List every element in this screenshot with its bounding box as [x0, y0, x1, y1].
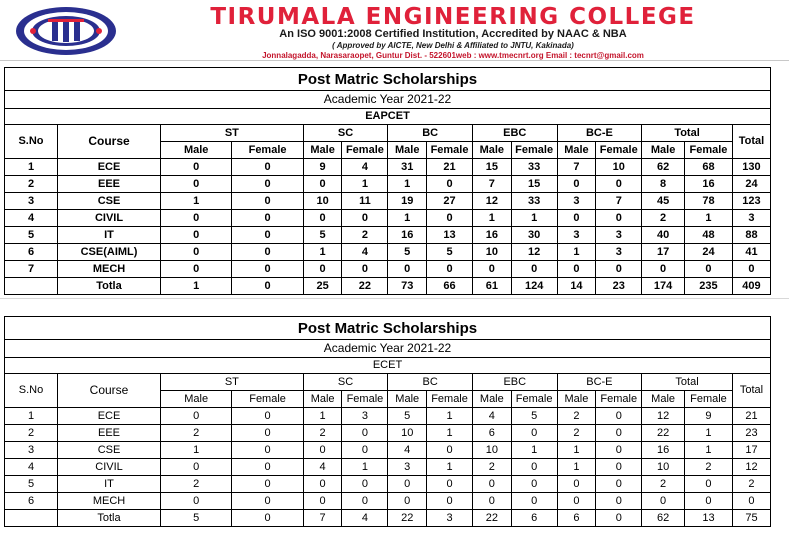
grand-total-header: Total — [732, 374, 770, 408]
value-cell: 2 — [472, 459, 511, 476]
female-subheader: Female — [511, 142, 557, 159]
value-cell: 0 — [472, 493, 511, 510]
sheet-gap — [0, 298, 789, 317]
sno-cell: 4 — [5, 459, 58, 476]
value-cell: 66 — [427, 278, 473, 295]
value-cell: 3 — [557, 193, 596, 210]
male-subheader: Male — [303, 391, 342, 408]
value-cell: 17 — [642, 244, 685, 261]
course-cell: ECE — [58, 408, 161, 425]
value-cell: 0 — [161, 244, 232, 261]
value-cell: 24 — [685, 244, 733, 261]
value-cell: 0 — [232, 227, 303, 244]
value-cell: 11 — [342, 193, 388, 210]
value-cell: 0 — [596, 176, 642, 193]
value-cell: 0 — [642, 261, 685, 278]
value-cell: 0 — [161, 227, 232, 244]
value-cell: 73 — [388, 278, 427, 295]
value-cell: 7 — [472, 176, 511, 193]
value-cell: 78 — [685, 193, 733, 210]
value-cell: 1 — [685, 442, 733, 459]
value-cell: 0 — [388, 261, 427, 278]
sno-header: S.No — [5, 374, 58, 408]
value-cell: 0 — [685, 493, 733, 510]
affiliation-line: ( Approved by AICTE, New Delhi & Affiliated to JNTU, Kakinada) — [332, 41, 574, 50]
value-cell: 45 — [642, 193, 685, 210]
value-cell: 0 — [557, 493, 596, 510]
course-cell: CIVIL — [58, 210, 161, 227]
sno-cell: 5 — [5, 476, 58, 493]
value-cell: 0 — [596, 493, 642, 510]
value-cell: 1 — [557, 442, 596, 459]
value-cell: 14 — [557, 278, 596, 295]
male-subheader: Male — [557, 142, 596, 159]
course-cell: MECH — [58, 493, 161, 510]
value-cell: 0 — [427, 261, 473, 278]
value-cell: 0 — [232, 408, 303, 425]
group-header-bce: BC-E — [557, 125, 642, 142]
value-cell: 0 — [342, 442, 388, 459]
table-row — [5, 210, 771, 227]
course-cell: CSE(AIML) — [58, 244, 161, 261]
academic-year: Academic Year 2021-22 — [5, 340, 771, 358]
college-name: TIRUMALA ENGINEERING COLLEGE — [210, 4, 696, 30]
sno-cell — [5, 510, 58, 527]
value-cell: 0 — [557, 261, 596, 278]
value-cell: 0 — [427, 210, 473, 227]
value-cell: 0 — [342, 425, 388, 442]
value-cell: 7 — [596, 193, 642, 210]
course-cell: CSE — [58, 193, 161, 210]
value-cell: 0 — [596, 442, 642, 459]
value-cell: 7 — [557, 159, 596, 176]
value-cell: 0 — [303, 261, 342, 278]
value-cell: 1 — [427, 425, 473, 442]
value-cell: 0 — [342, 476, 388, 493]
value-cell: 9 — [685, 408, 733, 425]
value-cell: 0 — [472, 261, 511, 278]
value-cell: 3 — [732, 210, 770, 227]
value-cell: 40 — [642, 227, 685, 244]
sno-cell — [5, 278, 58, 295]
value-cell: 16 — [685, 176, 733, 193]
table-row — [5, 227, 771, 244]
value-cell: 0 — [161, 159, 232, 176]
value-cell: 3 — [427, 510, 473, 527]
value-cell: 22 — [342, 278, 388, 295]
exam-name: EAPCET — [5, 109, 771, 125]
table-row — [5, 408, 771, 425]
value-cell: 5 — [303, 227, 342, 244]
value-cell: 48 — [685, 227, 733, 244]
value-cell: 1 — [511, 210, 557, 227]
value-cell: 6 — [511, 510, 557, 527]
female-subheader: Female — [685, 142, 733, 159]
course-cell: CIVIL — [58, 459, 161, 476]
value-cell: 174 — [642, 278, 685, 295]
value-cell: 0 — [232, 459, 303, 476]
table-row — [5, 261, 771, 278]
value-cell: 0 — [232, 193, 303, 210]
value-cell: 0 — [232, 442, 303, 459]
group-header-sc: SC — [303, 125, 388, 142]
value-cell: 0 — [472, 476, 511, 493]
value-cell: 22 — [642, 425, 685, 442]
table-row — [5, 442, 771, 459]
sno-header: S.No — [5, 125, 58, 159]
sno-cell: 4 — [5, 210, 58, 227]
female-subheader: Female — [596, 391, 642, 408]
value-cell: 0 — [596, 510, 642, 527]
male-subheader: Male — [557, 391, 596, 408]
value-cell: 22 — [388, 510, 427, 527]
value-cell: 16 — [472, 227, 511, 244]
value-cell: 0 — [596, 261, 642, 278]
eapcet-table — [4, 67, 771, 295]
value-cell: 0 — [557, 176, 596, 193]
value-cell: 1 — [427, 408, 473, 425]
value-cell: 0 — [342, 210, 388, 227]
address-line: Jonnalagadda, Narasaraopet, Guntur Dist. - 522601web : www.tmecnrt.org Email : tecnrt@gmail.com — [262, 51, 644, 60]
table-row — [5, 493, 771, 510]
value-cell: 10 — [642, 459, 685, 476]
value-cell: 5 — [427, 244, 473, 261]
value-cell: 1 — [685, 425, 733, 442]
value-cell: 33 — [511, 159, 557, 176]
course-cell: EEE — [58, 176, 161, 193]
value-cell: 0 — [732, 261, 770, 278]
table-row — [5, 193, 771, 210]
value-cell: 0 — [303, 210, 342, 227]
value-cell: 13 — [685, 510, 733, 527]
value-cell: 0 — [642, 493, 685, 510]
male-subheader: Male — [161, 142, 232, 159]
sno-cell: 6 — [5, 244, 58, 261]
value-cell: 0 — [161, 459, 232, 476]
female-subheader: Female — [427, 391, 473, 408]
accreditation-line: An ISO 9001:2008 Certified Institution, Accredited by NAAC & NBA — [279, 28, 627, 40]
value-cell: 88 — [732, 227, 770, 244]
value-cell: 0 — [427, 176, 473, 193]
course-cell: EEE — [58, 425, 161, 442]
value-cell: 0 — [232, 210, 303, 227]
value-cell: 13 — [427, 227, 473, 244]
sno-cell: 3 — [5, 193, 58, 210]
table-row — [5, 244, 771, 261]
value-cell: 15 — [511, 176, 557, 193]
value-cell: 23 — [596, 278, 642, 295]
value-cell: 10 — [303, 193, 342, 210]
value-cell: 1 — [472, 210, 511, 227]
value-cell: 10 — [472, 244, 511, 261]
value-cell: 4 — [342, 159, 388, 176]
female-subheader: Female — [342, 391, 388, 408]
sno-cell: 3 — [5, 442, 58, 459]
value-cell: 75 — [732, 510, 770, 527]
value-cell: 0 — [232, 425, 303, 442]
value-cell: 0 — [161, 210, 232, 227]
college-logo — [14, 5, 118, 57]
value-cell: 17 — [732, 442, 770, 459]
grand-total-header: Total — [732, 125, 770, 159]
value-cell: 0 — [427, 476, 473, 493]
value-cell: 6 — [557, 510, 596, 527]
value-cell: 2 — [557, 408, 596, 425]
value-cell: 0 — [303, 476, 342, 493]
value-cell: 0 — [161, 408, 232, 425]
value-cell: 130 — [732, 159, 770, 176]
sno-cell: 2 — [5, 425, 58, 442]
value-cell: 3 — [557, 227, 596, 244]
course-cell: Totla — [58, 278, 161, 295]
value-cell: 0 — [388, 493, 427, 510]
group-header-bc: BC — [388, 374, 473, 391]
value-cell: 0 — [427, 442, 473, 459]
value-cell: 10 — [472, 442, 511, 459]
value-cell: 0 — [232, 261, 303, 278]
female-subheader: Female — [427, 142, 473, 159]
value-cell: 21 — [427, 159, 473, 176]
group-header-bce: BC-E — [557, 374, 642, 391]
value-cell: 0 — [161, 493, 232, 510]
value-cell: 10 — [388, 425, 427, 442]
value-cell: 31 — [388, 159, 427, 176]
group-header-ebc: EBC — [472, 125, 557, 142]
female-subheader: Female — [511, 391, 557, 408]
value-cell: 0 — [596, 476, 642, 493]
value-cell: 1 — [388, 176, 427, 193]
value-cell: 1 — [388, 210, 427, 227]
male-subheader: Male — [303, 142, 342, 159]
value-cell: 2 — [557, 425, 596, 442]
male-subheader: Male — [642, 142, 685, 159]
group-header-bc: BC — [388, 125, 473, 142]
value-cell: 62 — [642, 510, 685, 527]
table-row — [5, 176, 771, 193]
value-cell: 1 — [427, 459, 473, 476]
value-cell: 0 — [303, 493, 342, 510]
value-cell: 62 — [642, 159, 685, 176]
male-subheader: Male — [472, 142, 511, 159]
table-row — [5, 476, 771, 493]
sno-cell: 1 — [5, 408, 58, 425]
male-subheader: Male — [472, 391, 511, 408]
value-cell: 2 — [161, 476, 232, 493]
value-cell: 0 — [685, 476, 733, 493]
sno-cell: 6 — [5, 493, 58, 510]
course-cell: MECH — [58, 261, 161, 278]
value-cell: 6 — [472, 425, 511, 442]
exam-name: ECET — [5, 358, 771, 374]
value-cell: 0 — [232, 176, 303, 193]
total-row — [5, 510, 771, 527]
value-cell: 5 — [388, 244, 427, 261]
male-subheader: Male — [642, 391, 685, 408]
table-row — [5, 459, 771, 476]
value-cell: 0 — [511, 261, 557, 278]
value-cell: 0 — [161, 261, 232, 278]
table-title: Post Matric Scholarships — [5, 68, 771, 91]
value-cell: 4 — [342, 510, 388, 527]
course-cell: IT — [58, 476, 161, 493]
female-subheader: Female — [232, 391, 303, 408]
group-header-total: Total — [642, 125, 733, 142]
value-cell: 0 — [557, 476, 596, 493]
value-cell: 1 — [303, 408, 342, 425]
group-header-total: Total — [642, 374, 733, 391]
course-header: Course — [58, 125, 161, 159]
value-cell: 1 — [557, 459, 596, 476]
value-cell: 2 — [342, 227, 388, 244]
academic-year: Academic Year 2021-22 — [5, 91, 771, 109]
value-cell: 0 — [232, 510, 303, 527]
group-header-st: ST — [161, 374, 304, 391]
value-cell: 27 — [427, 193, 473, 210]
female-subheader: Female — [685, 391, 733, 408]
college-header — [0, 0, 789, 60]
value-cell: 1 — [342, 459, 388, 476]
table-row — [5, 425, 771, 442]
value-cell: 3 — [596, 227, 642, 244]
value-cell: 2 — [685, 459, 733, 476]
value-cell: 0 — [232, 244, 303, 261]
value-cell: 0 — [232, 476, 303, 493]
course-cell: IT — [58, 227, 161, 244]
group-header-sc: SC — [303, 374, 388, 391]
value-cell: 0 — [342, 493, 388, 510]
course-cell: ECE — [58, 159, 161, 176]
value-cell: 16 — [388, 227, 427, 244]
value-cell: 33 — [511, 193, 557, 210]
value-cell: 4 — [342, 244, 388, 261]
value-cell: 41 — [732, 244, 770, 261]
value-cell: 0 — [596, 425, 642, 442]
male-subheader: Male — [388, 142, 427, 159]
value-cell: 0 — [511, 425, 557, 442]
value-cell: 2 — [732, 476, 770, 493]
ecet-table — [4, 316, 771, 527]
value-cell: 0 — [732, 493, 770, 510]
value-cell: 1 — [161, 278, 232, 295]
group-header-ebc: EBC — [472, 374, 557, 391]
value-cell: 2 — [642, 210, 685, 227]
value-cell: 235 — [685, 278, 733, 295]
value-cell: 0 — [303, 176, 342, 193]
value-cell: 2 — [161, 425, 232, 442]
value-cell: 0 — [511, 493, 557, 510]
value-cell: 0 — [596, 408, 642, 425]
value-cell: 0 — [388, 476, 427, 493]
course-cell: Totla — [58, 510, 161, 527]
value-cell: 16 — [642, 442, 685, 459]
value-cell: 24 — [732, 176, 770, 193]
female-subheader: Female — [342, 142, 388, 159]
value-cell: 0 — [427, 493, 473, 510]
value-cell: 2 — [303, 425, 342, 442]
value-cell: 15 — [472, 159, 511, 176]
value-cell: 1 — [511, 442, 557, 459]
value-cell: 12 — [511, 244, 557, 261]
value-cell: 0 — [596, 210, 642, 227]
value-cell: 1 — [557, 244, 596, 261]
value-cell: 5 — [388, 408, 427, 425]
female-subheader: Female — [596, 142, 642, 159]
value-cell: 7 — [303, 510, 342, 527]
course-cell: CSE — [58, 442, 161, 459]
value-cell: 30 — [511, 227, 557, 244]
value-cell: 1 — [342, 176, 388, 193]
value-cell: 4 — [472, 408, 511, 425]
total-row — [5, 278, 771, 295]
value-cell: 0 — [511, 476, 557, 493]
value-cell: 9 — [303, 159, 342, 176]
value-cell: 3 — [342, 408, 388, 425]
value-cell: 3 — [388, 459, 427, 476]
value-cell: 19 — [388, 193, 427, 210]
value-cell: 25 — [303, 278, 342, 295]
value-cell: 0 — [161, 176, 232, 193]
sno-cell: 7 — [5, 261, 58, 278]
value-cell: 68 — [685, 159, 733, 176]
group-header-st: ST — [161, 125, 304, 142]
table-title: Post Matric Scholarships — [5, 317, 771, 340]
value-cell: 23 — [732, 425, 770, 442]
value-cell: 124 — [511, 278, 557, 295]
sno-cell: 5 — [5, 227, 58, 244]
value-cell: 12 — [732, 459, 770, 476]
value-cell: 1 — [161, 193, 232, 210]
value-cell: 0 — [232, 159, 303, 176]
value-cell: 12 — [472, 193, 511, 210]
value-cell: 22 — [472, 510, 511, 527]
value-cell: 2 — [642, 476, 685, 493]
value-cell: 0 — [596, 459, 642, 476]
value-cell: 8 — [642, 176, 685, 193]
value-cell: 5 — [511, 408, 557, 425]
course-header: Course — [58, 374, 161, 408]
value-cell: 0 — [511, 459, 557, 476]
female-subheader: Female — [232, 142, 303, 159]
value-cell: 0 — [232, 493, 303, 510]
value-cell: 4 — [388, 442, 427, 459]
value-cell: 5 — [161, 510, 232, 527]
value-cell: 3 — [596, 244, 642, 261]
value-cell: 0 — [685, 261, 733, 278]
value-cell: 4 — [303, 459, 342, 476]
male-subheader: Male — [388, 391, 427, 408]
value-cell: 0 — [342, 261, 388, 278]
value-cell: 0 — [303, 442, 342, 459]
sno-cell: 1 — [5, 159, 58, 176]
value-cell: 123 — [732, 193, 770, 210]
value-cell: 0 — [557, 210, 596, 227]
male-subheader: Male — [161, 391, 232, 408]
table-row — [5, 159, 771, 176]
value-cell: 1 — [685, 210, 733, 227]
value-cell: 12 — [642, 408, 685, 425]
value-cell: 61 — [472, 278, 511, 295]
value-cell: 21 — [732, 408, 770, 425]
value-cell: 409 — [732, 278, 770, 295]
value-cell: 1 — [303, 244, 342, 261]
value-cell: 10 — [596, 159, 642, 176]
value-cell: 0 — [232, 278, 303, 295]
value-cell: 1 — [161, 442, 232, 459]
sno-cell: 2 — [5, 176, 58, 193]
